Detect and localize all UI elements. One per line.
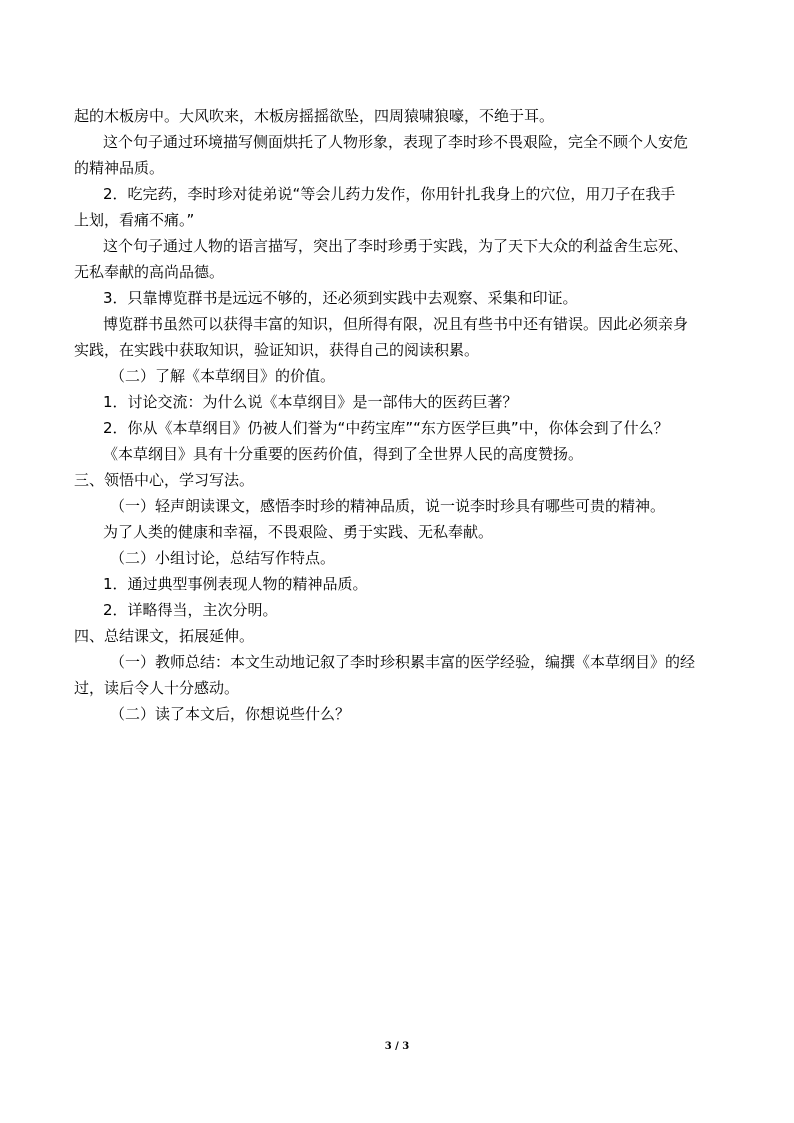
text-line: 这个句子通过环境描写侧面烘托了人物形象，表现了李时珍不畏艰险，完全不顾个人安危 xyxy=(103,133,689,151)
text-line: 1．讨论交流：为什么说《本草纲目》是一部伟大的医药巨著？ xyxy=(103,393,518,411)
text-line: 3．只靠博览群书是远远不够的，还必须到实践中去观察、采集和印证。 xyxy=(103,289,578,307)
text-line: 1．通过典型事例表现人物的精神品质。 xyxy=(103,575,368,593)
section-heading: （二）读了本文后，你想说些什么？ xyxy=(110,705,351,723)
text-line: 2．吃完药，李时珍对徒弟说“等会儿药力发作，你用针扎我身上的穴位，用刀子在我手 xyxy=(103,185,676,203)
text-line: 过，读后令人十分感动。 xyxy=(74,679,240,697)
text-line: 《本草纲目》具有十分重要的医药价值，得到了全世界人民的高度赞扬。 xyxy=(103,445,584,463)
text-line: 为了人类的健康和幸福，不畏艰险、勇于实践、无私奉献。 xyxy=(103,523,494,541)
document-body xyxy=(74,103,722,727)
text-line: 实践，在实践中获取知识，验证知识，获得自己的阅读积累。 xyxy=(74,341,480,359)
section-heading: 三、领悟中心，学习写法。 xyxy=(74,471,255,489)
text-line: 无私奉献的高尚品德。 xyxy=(74,263,225,281)
page-number: 3 / 3 xyxy=(384,1041,410,1052)
section-heading: 四、总结课文，拓展延伸。 xyxy=(74,627,255,645)
text-line: 起的木板房中。大风吹来，木板房摇摇欲坠，四周猿啸狼嚎，不绝于耳。 xyxy=(74,107,555,125)
section-heading: （一）教师总结：本文生动地记叙了李时珍积累丰富的医学经验，编撰《本草纲目》的经 xyxy=(110,653,696,671)
text-line: 2．你从《本草纲目》仍被人们誉为“中药宝库”“东方医学巨典”中，你体会到了什么？ xyxy=(103,419,669,437)
text-line: 上划，看痛不痛。” xyxy=(74,211,195,229)
section-heading: （二）小组讨论，总结写作特点。 xyxy=(110,549,336,567)
text-line: 2．详略得当，主次分明。 xyxy=(103,601,278,619)
text-line: 博览群书虽然可以获得丰富的知识，但所得有限，况且有些书中还有错误。因此必须亲身 xyxy=(103,315,689,333)
text-line: 这个句子通过人物的语言描写，突出了李时珍勇于实践，为了天下大众的利益舍生忘死、 xyxy=(103,237,689,255)
section-heading: （二）了解《本草纲目》的价值。 xyxy=(110,367,336,385)
text-line: 的精神品质。 xyxy=(74,159,165,177)
section-heading: （一）轻声朗读课文，感悟李时珍的精神品质，说一说李时珍具有哪些可贵的精神。 xyxy=(110,497,666,515)
